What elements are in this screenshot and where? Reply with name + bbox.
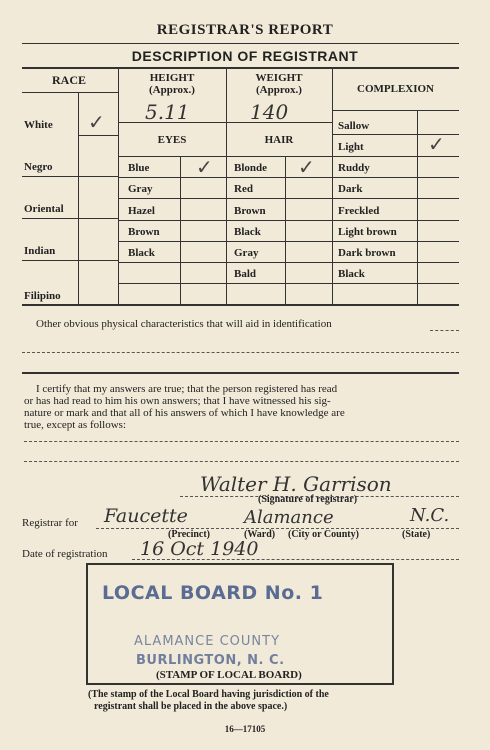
precinct-label: (Precinct): [168, 529, 211, 540]
footnote-text: (The stamp of the Local Board having jurisdiction of the: [88, 689, 329, 700]
ward-label: (Ward): [244, 529, 276, 540]
complexion-rule: [332, 198, 459, 199]
exceptions-line: [24, 461, 459, 462]
eyes-rule: [118, 262, 226, 263]
race-header: RACE: [52, 73, 87, 87]
hair-rule: [226, 220, 332, 221]
signature-label: (Signature of registrar): [258, 494, 358, 505]
hair-rule: [226, 177, 332, 178]
hair-item: Black: [234, 226, 261, 238]
complexion-item: Dark brown: [338, 247, 396, 259]
race-rule: [22, 218, 118, 219]
state-label: (State): [402, 529, 431, 540]
stamp-city: BURLINGTON, N. C.: [136, 653, 285, 668]
certification-text: I certify that my answers are true; that the person registered has read: [36, 383, 338, 395]
other-characteristics-label: Other obvious physical characteristics that will aid in identification: [36, 318, 332, 330]
complexion-header: COMPLEXION: [357, 83, 434, 95]
race-item: Indian: [24, 245, 56, 257]
race-rule: [78, 135, 118, 136]
hair-rule: [226, 283, 332, 284]
race-item: Oriental: [24, 203, 64, 215]
col-divider: [332, 68, 333, 304]
hair-checkmark: ✓: [298, 155, 315, 179]
complexion-item: Black: [338, 268, 365, 280]
eyes-rule: [118, 283, 226, 284]
complexion-check-col: [417, 110, 418, 304]
form-title: REGISTRAR'S REPORT: [156, 22, 334, 38]
other-characteristics-line: [22, 352, 459, 353]
hair-header: HAIR: [264, 134, 294, 146]
form-number: 16—17105: [224, 724, 266, 734]
complexion-rule: [332, 220, 459, 221]
eyes-item: Hazel: [128, 205, 155, 217]
complexion-rule: [332, 241, 459, 242]
city-value: Alamance: [244, 507, 334, 528]
complexion-item: Sallow: [338, 120, 370, 132]
race-rule: [22, 176, 118, 177]
race-checkmark: ✓: [88, 110, 105, 134]
race-rule: [22, 260, 118, 261]
race-check-col: [78, 92, 79, 304]
stamp-label: (STAMP OF LOCAL BOARD): [156, 669, 302, 681]
complexion-rule: [332, 262, 459, 263]
hair-rule: [226, 198, 332, 199]
weight-value: 140: [250, 100, 289, 124]
exceptions-line: [24, 441, 459, 442]
footnote-text: registrant shall be placed in the above space.): [94, 701, 288, 712]
eyes-item: Blue: [128, 162, 150, 174]
certification-text: true, except as follows:: [24, 419, 127, 431]
stamp-county: ALAMANCE COUNTY: [134, 634, 281, 649]
eyes-checkmark: ✓: [196, 155, 213, 179]
hair-rule: [226, 262, 332, 263]
certification-text: or has had read to him his own answers; that I have witnessed his sig-: [24, 395, 331, 407]
hair-item: Brown: [234, 205, 266, 217]
eyes-rule: [118, 241, 226, 242]
eyes-header: EYES: [157, 134, 187, 146]
title-rule: [22, 43, 459, 44]
weight-header: WEIGHT: [255, 72, 303, 84]
section-title: DESCRIPTION OF REGISTRANT: [131, 48, 359, 64]
registrar-for-label: Registrar for: [22, 517, 78, 529]
eyes-item: Gray: [128, 183, 153, 195]
complexion-rule: [332, 283, 459, 284]
complexion-item: Light brown: [338, 226, 397, 238]
height-sub: (Approx.): [149, 84, 195, 96]
registrar-signature: Walter H. Garrison: [200, 472, 392, 496]
other-characteristics-line: [430, 330, 459, 331]
eyes-rule: [118, 177, 226, 178]
complexion-rule: [332, 156, 459, 157]
eyes-item: Brown: [128, 226, 160, 238]
height-weight-rule: [118, 122, 332, 123]
eyes-item: Black: [128, 247, 155, 259]
date-line: [132, 559, 459, 560]
hair-rule: [226, 241, 332, 242]
complexion-item: Dark: [338, 183, 363, 195]
complexion-item: Freckled: [338, 205, 380, 217]
race-header-rule: [22, 92, 118, 93]
table-top-rule: [22, 67, 459, 69]
race-item: Negro: [24, 161, 53, 173]
section-rule: [22, 372, 459, 374]
height-header: HEIGHT: [149, 72, 195, 84]
weight-sub: (Approx.): [256, 84, 302, 96]
complexion-checkmark: ✓: [428, 132, 445, 156]
hair-item: Red: [234, 183, 253, 195]
state-value: N.C.: [410, 505, 450, 526]
hair-item: Bald: [234, 268, 257, 280]
eyes-check-col: [180, 156, 181, 304]
eyes-rule: [118, 220, 226, 221]
height-value: 5.11: [145, 100, 190, 124]
date-value: 16 Oct 1940: [140, 538, 259, 560]
complexion-item: Light: [338, 141, 364, 153]
col-divider: [118, 68, 119, 304]
certification-text: nature or mark and that all of his answers of which I have knowledge are: [24, 407, 345, 419]
complexion-header-rule: [332, 110, 459, 111]
date-label: Date of registration: [22, 548, 108, 560]
hair-item: Blonde: [234, 162, 268, 174]
race-item: Filipino: [24, 290, 61, 302]
race-item: White: [24, 119, 53, 131]
precinct-value: Faucette: [104, 505, 188, 527]
complexion-item: Ruddy: [338, 162, 370, 174]
hair-check-col: [285, 156, 286, 304]
col-divider: [226, 68, 227, 304]
table-bottom-rule: [22, 304, 459, 306]
hair-item: Gray: [234, 247, 259, 259]
eyes-rule: [118, 198, 226, 199]
city-label: (City or County): [288, 529, 359, 540]
stamp-board-name: LOCAL BOARD No. 1: [102, 582, 324, 604]
complexion-rule: [332, 177, 459, 178]
